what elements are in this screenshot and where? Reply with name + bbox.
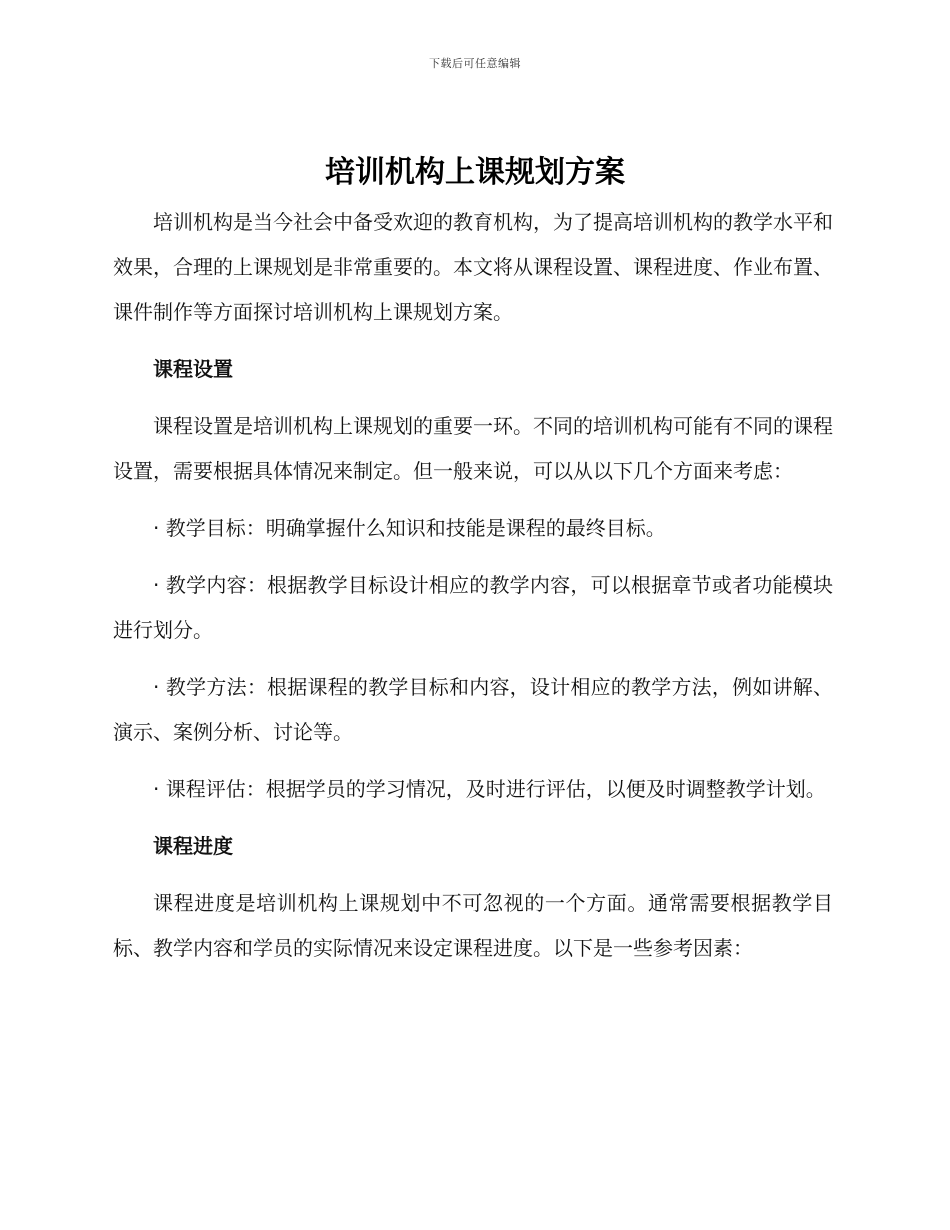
section-heading-course-progress: 课程进度 — [153, 834, 233, 858]
bullet-item-course-evaluation: · 课程评估：根据学员的学习情况，及时进行评估，以便及时调整教学计划。 — [153, 777, 826, 801]
header-note: 下载后可任意编辑 — [429, 57, 521, 70]
bullet-item-teaching-goal: · 教学目标：明确掌握什么知识和技能是课程的最终目标。 — [153, 516, 666, 540]
document-body — [113, 200, 833, 971]
bullet-item-teaching-content: · 教学内容：根据教学目标设计相应的教学内容，可以根据章节或者功能模块进行划分。 — [113, 573, 833, 642]
bullet-item-teaching-method: · 教学方法：根据课程的教学目标和内容，设计相应的教学方法，例如讲解、演示、案例分析、讨论等。 — [113, 675, 833, 744]
section-paragraph-course-setup: 课程设置是培训机构上课规划的重要一环。不同的培训机构可能有不同的课程设置，需要根据具体情况来制定。但一般来说，可以从以下几个方面来考虑： — [113, 414, 833, 483]
intro-paragraph: 培训机构是当今社会中备受欢迎的教育机构，为了提高培训机构的教学水平和效果，合理的上课规划是非常重要的。本文将从课程设置、课程进度、作业布置、课件制作等方面探讨培训机构上课规划方案。 — [113, 210, 833, 324]
document-title: 培训机构上课规划方案 — [325, 155, 625, 190]
section-heading-course-setup: 课程设置 — [153, 357, 233, 381]
section-paragraph-course-progress: 课程进度是培训机构上课规划中不可忽视的一个方面。通常需要根据教学目标、教学内容和学员的实际情况来设定课程进度。以下是一些参考因素： — [113, 891, 833, 960]
